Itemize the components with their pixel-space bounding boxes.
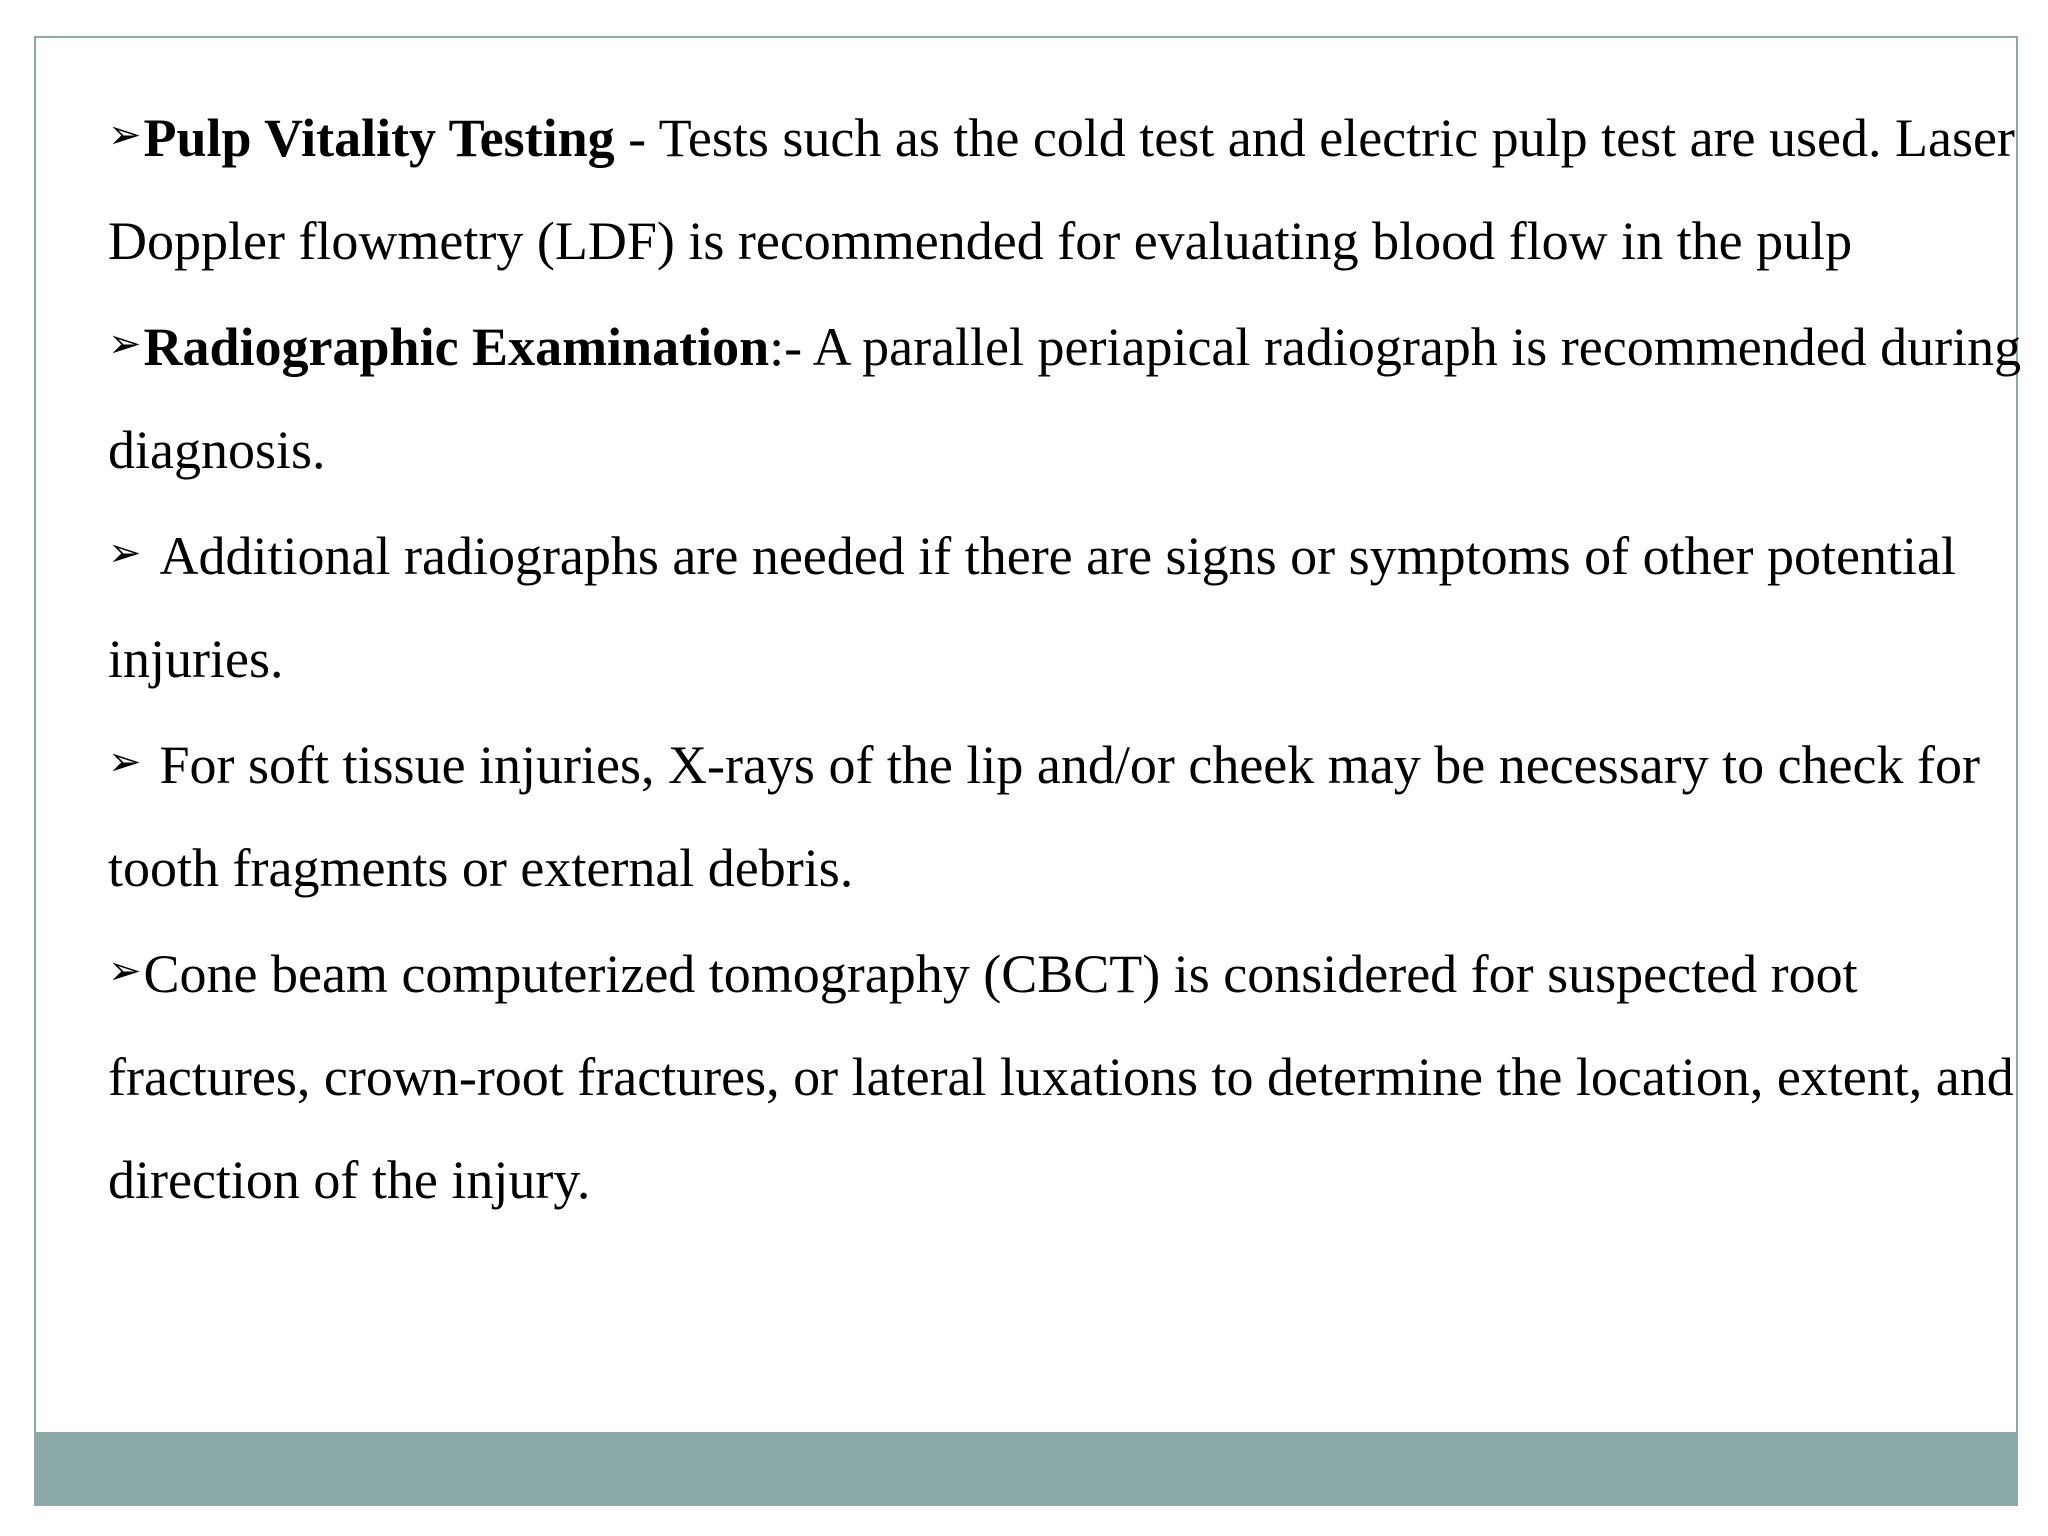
- arrow-bullet-icon: ➢: [108, 948, 142, 994]
- slide-content: [108, 84, 2028, 1232]
- slide: [34, 36, 2022, 1506]
- bullet-text: Cone beam computerized tomography (CBCT) is considered for suspected root fractures, crown-root fractures, or lateral luxations to determine the location, extent, and direction of the injury.: [108, 944, 2014, 1210]
- bullet-additional-radiographs: [108, 502, 2028, 711]
- bullet-text: For soft tissue injuries, X-rays of the lip and/or cheek may be necessary to check for tooth fragments or external debris.: [108, 735, 1980, 898]
- bullet-text: :- A parallel periapical radiograph is recommended during diagnosis.: [108, 317, 2022, 480]
- footer-bar: [36, 1432, 2016, 1504]
- bullet-radiographic-examination: [108, 293, 2028, 502]
- bullet-text: Additional radiographs are needed if there are signs or symptoms of other potential injuries.: [108, 526, 1956, 689]
- arrow-bullet-icon: ➢: [108, 321, 142, 367]
- arrow-bullet-icon: ➢: [108, 739, 142, 785]
- bullet-text: - Tests such as the cold test and electric pulp test are used. Laser Doppler flowmetry (LDF) is recommended for evaluating blood flow in the pulp: [108, 108, 2015, 271]
- bullet-soft-tissue-injuries: [108, 711, 2028, 920]
- bullet-pulp-vitality-testing: [108, 84, 2028, 293]
- bullet-heading: Pulp Vitality Testing: [143, 108, 615, 168]
- arrow-bullet-icon: ➢: [108, 530, 142, 576]
- bullet-cbct: [108, 920, 2028, 1232]
- bullet-heading: Radiographic Examination: [143, 317, 770, 377]
- arrow-bullet-icon: ➢: [108, 112, 142, 158]
